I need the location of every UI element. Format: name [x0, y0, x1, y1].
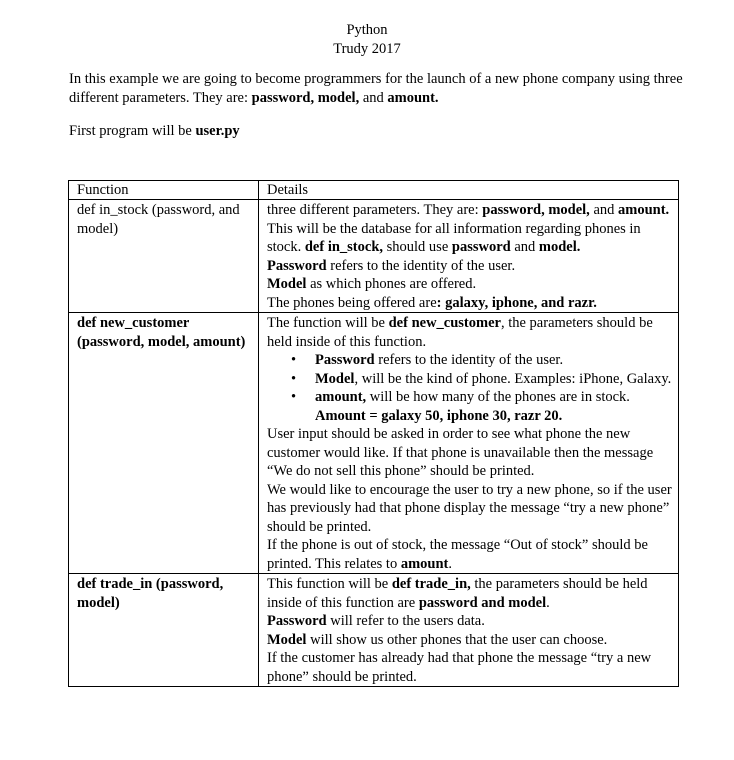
detail-text: The function will be	[267, 315, 389, 331]
detail-bold: amount.	[618, 202, 670, 218]
table-row	[69, 313, 679, 574]
intro-text: In this example we are going to become programmers for the launch of a new phone company using three different parameters. They are:	[69, 71, 683, 106]
detail-line	[267, 536, 675, 573]
detail-line: If the customer has already had that phone the message “try a new phone” should be printed.	[267, 650, 652, 685]
detail-line: User input should be asked in order to see what phone the new customer would like. If that phone is unavailable then the message “We do not sell this phone” should be printed.	[267, 426, 654, 479]
detail-bold: Password	[315, 352, 375, 368]
function-in-stock: def in_stock (password, and model)	[69, 200, 259, 313]
intro-bold-password: password,	[251, 89, 315, 106]
first-program-file: user.py	[195, 123, 240, 139]
detail-text: , the parameters should be held inside of this function.	[267, 315, 653, 350]
detail-bold: Amount = galaxy 50, iphone 30, razr 20.	[315, 407, 563, 424]
detail-bold: password	[451, 239, 511, 255]
detail-text: should use	[383, 239, 452, 255]
detail-text: refers to the identity of the user.	[326, 257, 516, 274]
detail-bold: Model	[267, 276, 307, 292]
detail-bold: def trade_in,	[391, 576, 471, 592]
bullet-item	[315, 351, 675, 370]
detail-text: and	[510, 239, 539, 255]
detail-line: We would like to encourage the user to try a new phone, so if the user has previously had that phone display the message “try a new phone” should be printed.	[267, 481, 672, 535]
detail-text: will show us other phones that the user can choose.	[306, 631, 608, 648]
detail-bold: amount	[400, 555, 449, 572]
detail-line	[267, 631, 675, 650]
detail-bold: password, model,	[482, 202, 590, 218]
detail-text: .	[448, 555, 452, 572]
bullet-item	[315, 370, 675, 389]
detail-line	[267, 201, 675, 220]
detail-bold: Model	[267, 631, 307, 648]
intro-bold-amount: amount.	[387, 89, 439, 106]
bullet-item	[315, 388, 675, 425]
table-row	[69, 574, 679, 687]
detail-bold: password and model	[418, 594, 547, 611]
detail-text: will refer to the users data.	[326, 613, 485, 629]
header-details: Details	[259, 181, 679, 200]
detail-line	[267, 275, 675, 294]
function-new-customer: def new_customer (password, model, amount)	[69, 313, 259, 574]
details-trade-in	[259, 574, 679, 687]
detail-bold: def in_stock,	[304, 239, 384, 255]
header-function: Function	[69, 181, 259, 200]
document-subtitle: Trudy 2017	[333, 41, 401, 57]
detail-bold: : galaxy, iphone, and razr.	[436, 294, 597, 311]
detail-text: will be how many of the phones are in stock.	[366, 389, 630, 405]
detail-text: refers to the identity of the user.	[374, 352, 564, 368]
detail-bold: Password	[267, 613, 327, 629]
detail-bold: Password	[267, 257, 327, 274]
detail-bold: Model	[315, 370, 355, 387]
detail-text: as which phones are offered.	[306, 276, 477, 292]
detail-text: , will be the kind of phone. Examples: iPhone, Galaxy.	[354, 370, 672, 387]
detail-text: and	[589, 202, 618, 218]
detail-bold: def new_customer	[388, 315, 501, 331]
detail-line	[267, 612, 675, 631]
first-program-text: First program will be	[69, 123, 196, 139]
detail-text: This will be the database for all information regarding phones in stock.	[267, 220, 641, 255]
function-table	[68, 180, 679, 687]
detail-line	[267, 220, 675, 257]
intro-and: and	[359, 89, 388, 106]
detail-bold: model.	[538, 239, 581, 255]
document-title: Python	[346, 22, 388, 38]
detail-text: The phones being offered are	[267, 294, 437, 311]
detail-text: This function will be	[267, 576, 392, 592]
detail-text: If the phone is out of stock, the message “Out of stock” should be printed. This relates to	[267, 537, 648, 572]
detail-line	[267, 575, 675, 612]
function-trade-in: def trade_in (password, model)	[69, 574, 259, 687]
detail-line	[267, 257, 675, 276]
details-in-stock	[259, 200, 679, 313]
intro-paragraph	[69, 70, 684, 107]
details-new-customer	[259, 313, 679, 574]
detail-line	[267, 294, 675, 313]
detail-line	[267, 314, 675, 351]
detail-text: three different parameters. They are:	[267, 202, 483, 218]
intro-bold-model: model,	[317, 89, 360, 106]
bullet-list	[267, 351, 675, 425]
detail-text: .	[546, 594, 550, 611]
table-row	[69, 200, 679, 313]
first-program-paragraph	[69, 122, 684, 141]
detail-text: the parameters should be held inside of this function are	[267, 576, 648, 611]
table-header-row	[69, 181, 679, 200]
detail-bold: amount,	[315, 389, 367, 405]
